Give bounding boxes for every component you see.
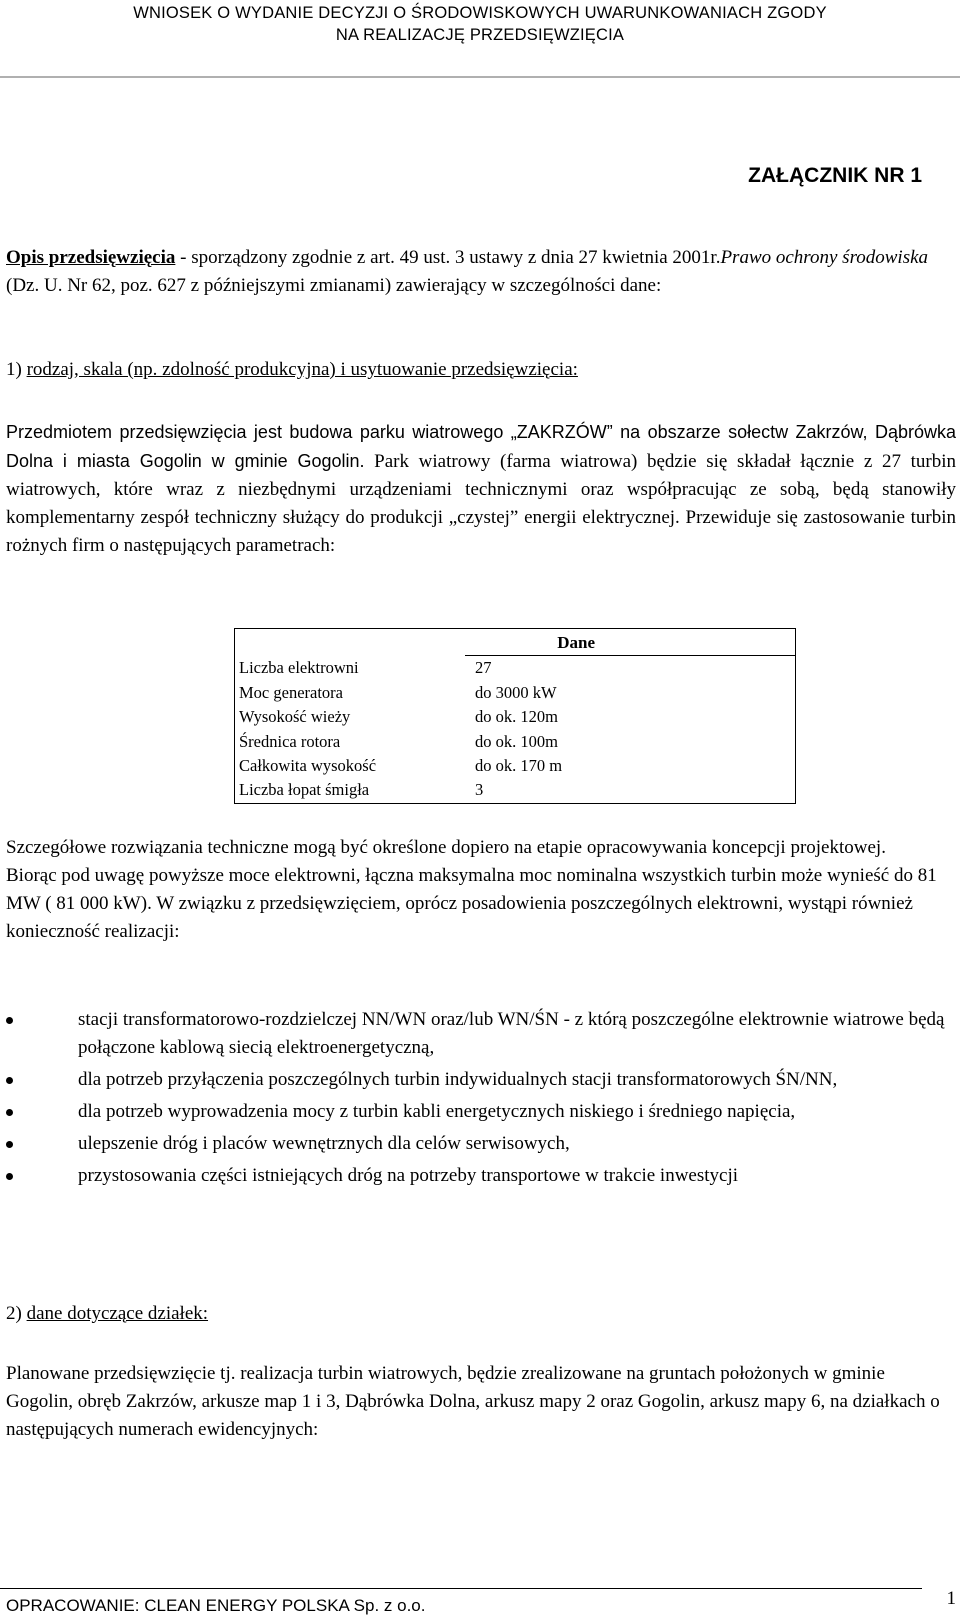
section-2-title: dane dotyczące działek: bbox=[26, 1303, 209, 1324]
bullet-icon bbox=[6, 1141, 13, 1148]
list-item-text: przystosowania części istniejących dróg na potrzeby transportowe w trakcie inwestycji bbox=[78, 1165, 739, 1186]
law-title: Prawo ochrony środowiska bbox=[720, 247, 929, 268]
row-value: do ok. 120m bbox=[475, 707, 558, 726]
list-item-text: ulepszenie dróg i placów wewnętrznych dla celów serwisowych, bbox=[78, 1133, 570, 1154]
description-paragraph bbox=[6, 244, 956, 300]
header-divider bbox=[0, 76, 960, 78]
bullet-icon bbox=[6, 1173, 13, 1180]
footer-text: OPRACOWANIE: CLEAN ENERGY POLSKA Sp. z o.o. bbox=[6, 1596, 426, 1615]
list-item-text: stacji transformatorowo-rozdzielczej NN/WN oraz/lub WN/ŚN - z którą poszczególne elektrownie wiatrowe będą połączone kablową siecią elektroenergetyczną, bbox=[78, 1009, 945, 1058]
row-label: Wysokość wieży bbox=[239, 707, 351, 726]
table-header: Dane bbox=[557, 633, 595, 652]
list-item bbox=[6, 1162, 946, 1190]
row-value: 3 bbox=[475, 780, 484, 799]
intro-text-1: Przedmiotem przedsięwzięcia jest budowa parku wiatrowego „ZAKRZÓW” na obszarze sołectw Zakrzów, Dąbrówka Dolna i miasta Gogolin w gminie Gogolin. bbox=[6, 422, 956, 471]
list-item-text: dla potrzeb przyłączenia poszczególnych turbin indywidualnych stacji transformatorowych ŚN/NN, bbox=[78, 1069, 838, 1090]
table-row bbox=[239, 704, 795, 729]
table-row bbox=[239, 655, 795, 680]
section-1-heading bbox=[6, 356, 956, 384]
list-item bbox=[6, 1066, 946, 1094]
row-label: Średnica rotora bbox=[239, 732, 341, 751]
section-1-number: 1) bbox=[6, 359, 27, 380]
bullet-icon bbox=[6, 1017, 13, 1024]
document-header bbox=[0, 2, 960, 46]
intro-text-2: Park wiatrowy (farma wiatrowa) będzie się składał łącznie z 27 turbin wiatrowych, które wraz z niezbędnymi urządzeniami technicznymi oraz współpracując ze sobą, będą stanowiły komplementarny zespół techniczny służący do produkcji „czystej” energii elektrycznej. Przewiduje się zastosowanie turbin rożnych firm o następujących parametrach: bbox=[6, 451, 956, 556]
row-value: 27 bbox=[475, 658, 492, 677]
plots-paragraph: Planowane przedsięwzięcie tj. realizacja turbin wiatrowych, będzie zrealizowane na gruntach położonych w gminie Gogolin, obręb Zakrzów, arkusze map 1 i 3, Dąbrówka Dolna, arkusz mapy 2 oraz Gogolin, arkusz mapy 6, na działkach o następujących numerach ewidencyjnych: bbox=[6, 1363, 940, 1440]
description-heading: Opis przedsięwzięcia bbox=[6, 247, 176, 268]
technical-solutions-text: Szczegółowe rozwiązania techniczne mogą być określone dopiero na etapie opracowywania koncepcji projektowej. bbox=[6, 837, 886, 858]
project-intro-paragraph bbox=[6, 418, 956, 560]
list-item-text: dla potrzeb wyprowadzenia mocy z turbin kabli energetycznych niskiego i średniego napięcia, bbox=[78, 1101, 796, 1122]
technical-solutions-paragraphs bbox=[6, 834, 956, 946]
section-1-title: rodzaj, skala (np. zdolność produkcyjna) i usytuowanie przedsięwzięcia: bbox=[26, 359, 578, 380]
footer-divider bbox=[0, 1588, 922, 1589]
required-works-list bbox=[6, 1006, 946, 1194]
list-item bbox=[6, 1006, 946, 1062]
row-value: do 3000 kW bbox=[475, 683, 557, 702]
list-item bbox=[6, 1130, 946, 1158]
row-label: Moc generatora bbox=[239, 683, 343, 702]
table-row bbox=[239, 680, 795, 705]
bullet-icon bbox=[6, 1109, 13, 1116]
turbin-parameters-table bbox=[234, 628, 796, 804]
table-row bbox=[239, 777, 795, 802]
row-label: Liczba elektrowni bbox=[239, 658, 359, 677]
row-value: do ok. 100m bbox=[475, 732, 558, 751]
section-2-number: 2) bbox=[6, 1303, 27, 1324]
row-label: Liczba łopat śmigła bbox=[239, 780, 370, 799]
bullet-icon bbox=[6, 1077, 13, 1084]
header-line-1: WNIOSEK O WYDANIE DECYZJI O ŚRODOWISKOWYCH UWARUNKOWANIACH ZGODY bbox=[133, 4, 827, 22]
description-text-1: - sporządzony zgodnie z art. 49 ust. 3 ustawy z dnia 27 kwietnia 2001r. bbox=[175, 247, 721, 268]
annex-title: ZAŁĄCZNIK NR 1 bbox=[748, 164, 922, 187]
row-value: do ok. 170 m bbox=[475, 756, 563, 775]
row-label: Całkowita wysokość bbox=[239, 756, 377, 775]
total-power-text: Biorąc pod uwagę powyższe moce elektrowni, łączna maksymalna moc nominalna wszystkich turbin może wynieść do 81 MW ( 81 000 kW). W związku z przedsięwzięciem, oprócz posadowienia poszczególnych elektrowni, wystąpi również konieczność realizacji: bbox=[6, 865, 937, 942]
table-row bbox=[239, 729, 795, 754]
section-2-heading bbox=[6, 1300, 956, 1328]
page-number: 1 bbox=[946, 1588, 956, 1609]
table-row bbox=[239, 753, 795, 778]
list-item bbox=[6, 1098, 946, 1126]
description-text-2: (Dz. U. Nr 62, poz. 627 z późniejszymi zmianami) zawierający w szczególności dane: bbox=[6, 275, 662, 296]
header-line-2: NA REALIZACJĘ PRZEDSIĘWZIĘCIA bbox=[335, 26, 625, 44]
